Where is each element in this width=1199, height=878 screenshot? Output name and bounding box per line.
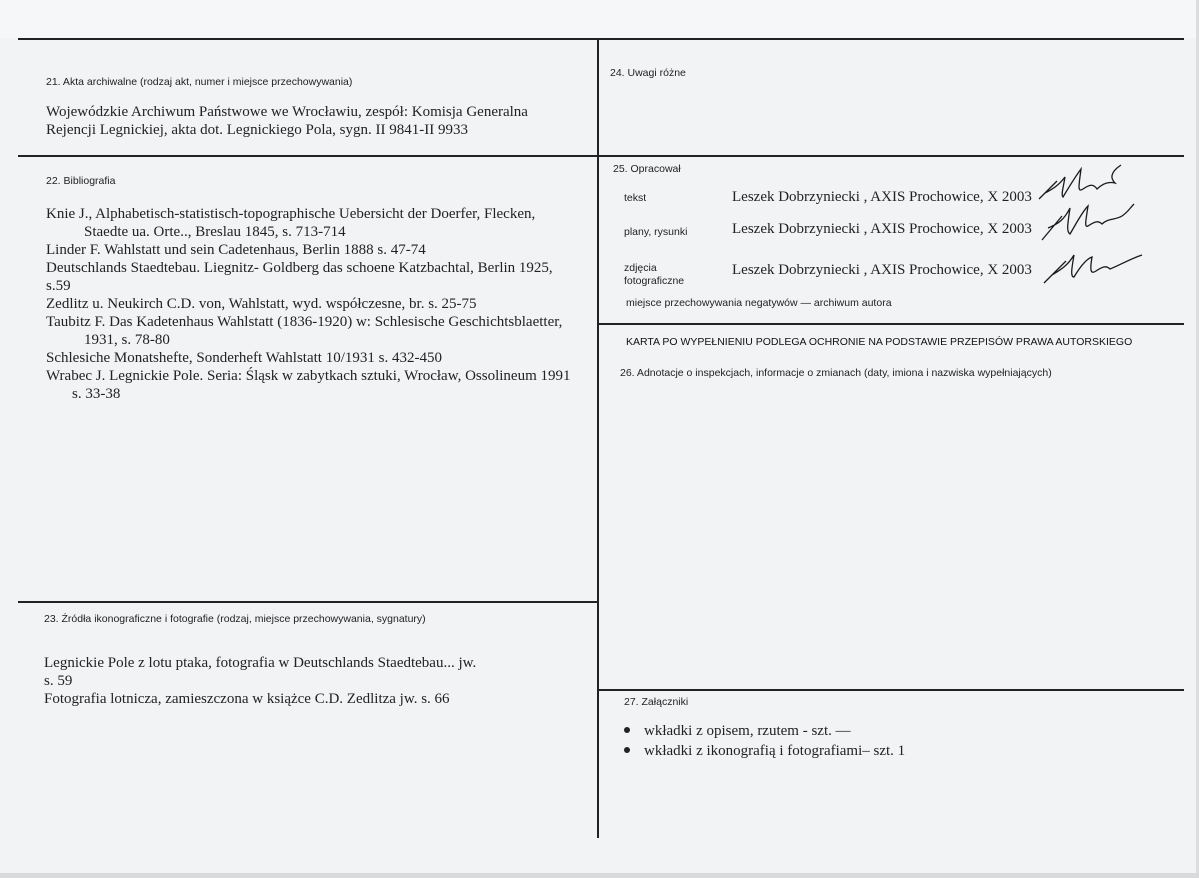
divider-right-3 — [599, 689, 1184, 691]
divider-right-1 — [599, 155, 1184, 157]
author-row-label: zdjęcia — [624, 262, 657, 274]
author-row-value: Leszek Dobrzyniecki , AXIS Prochowice, X 2003 — [732, 262, 1032, 278]
section-26-label: 26. Adnotacje o inspekcjach, informacje o zmianach (daty, imiona i nazwiska wypełniających) — [620, 367, 1052, 379]
bibliography-line: s.59 — [46, 278, 71, 294]
author-row-label: plany, rysunki — [624, 226, 688, 238]
author-row-label: tekst — [624, 192, 647, 204]
attachments-list — [620, 721, 905, 761]
iconography-line: s. 59 — [44, 673, 73, 689]
author-row-value: Leszek Dobrzyniecki , AXIS Prochowice, X 2003 — [732, 221, 1032, 237]
section-27-label: 27. Załączniki — [624, 696, 689, 708]
iconography-line: Legnickie Pole z lotu ptaka, fotografia w Deutschlands Staedtebau... jw. — [44, 655, 477, 671]
bibliography-line: Schlesiche Monatshefte, Sonderheft Wahlstatt 10/1931 s. 432-450 — [46, 350, 442, 366]
bibliography-line: 1931, s. 78-80 — [84, 332, 170, 348]
bibliography-line: Zedlitz u. Neukirch C.D. von, Wahlstatt, wyd. współczesne, br. s. 25-75 — [46, 296, 477, 312]
bullet-icon — [624, 747, 630, 753]
archive-line: Wojewódzkie Archiwum Państwowe we Wrocławiu, zespół: Komisja Generalna — [46, 104, 528, 120]
iconography-line: Fotografia lotnicza, zamieszczona w książce C.D. Zedlitza jw. s. 66 — [44, 691, 450, 707]
signature-1 — [1035, 163, 1130, 203]
signature-2 — [1038, 198, 1138, 244]
bibliography-line: Staedte ua. Orte.., Breslau 1845, s. 713-714 — [84, 224, 346, 240]
divider-top — [18, 38, 1184, 40]
bullet-icon — [624, 727, 630, 733]
bibliography-line: Linder F. Wahlstatt und sein Cadetenhaus, Berlin 1888 s. 47-74 — [46, 242, 426, 258]
bibliography-line: Knie J., Alphabetisch-statistisch-topographische Uebersicht der Doerfer, Flecken, — [46, 206, 536, 222]
top-margin-strip — [0, 0, 1199, 38]
author-row-label-2: fotograficzne — [624, 275, 685, 287]
bibliography-line: Wrabec J. Legnickie Pole. Seria: Śląsk w zabytkach sztuki, Wrocław, Ossolineum 1991 — [46, 368, 571, 384]
author-row-value: Leszek Dobrzyniecki , AXIS Prochowice, X 2003 — [732, 189, 1032, 205]
section-25-label: 25. Opracował — [613, 163, 681, 175]
section-22-content — [46, 205, 571, 403]
section-21-label: 21. Akta archiwalne (rodzaj akt, numer i miejsce przechowywania) — [46, 76, 353, 88]
divider-vertical — [597, 38, 599, 838]
divider-left-2 — [18, 601, 597, 603]
archive-line: Rejencji Legnickiej, akta dot. Legnickiego Pola, sygn. II 9841-II 9933 — [46, 122, 468, 138]
attachment-item — [620, 721, 905, 741]
divider-right-2 — [599, 323, 1184, 325]
bibliography-line: Deutschlands Staedtebau. Liegnitz- Goldberg das schoene Katzbachtal, Berlin 1925, — [46, 260, 553, 276]
copyright-notice: KARTA PO WYPEŁNIENIU PODLEGA OCHRONIE NA PODSTAWIE PRZEPISÓW PRAWA AUTORSKIEGO — [626, 336, 1133, 348]
section-23-label: 23. Źródła ikonograficzne i fotografie (rodzaj, miejsce przechowywania, sygnatury) — [44, 613, 426, 625]
attachment-text: wkładki z opisem, rzutem - szt. — — [644, 723, 851, 739]
section-21-content — [46, 103, 528, 139]
scan-edge-bottom — [0, 873, 1199, 878]
section-24-label: 24. Uwagi różne — [610, 67, 686, 79]
negatives-location: miejsce przechowywania negatywów — archiwum autora — [626, 297, 892, 309]
bibliography-line: s. 33-38 — [72, 386, 121, 402]
section-23-content — [44, 654, 476, 708]
attachment-item — [620, 741, 905, 761]
signature-3 — [1040, 247, 1144, 287]
divider-left-1 — [18, 155, 597, 157]
bibliography-line: Taubitz F. Das Kadetenhaus Wahlstatt (1836-1920) w: Schlesische Geschichtsblaetter, — [46, 314, 563, 330]
section-22-label: 22. Bibliografia — [46, 175, 116, 187]
attachment-text: wkładki z ikonografią i fotografiami– szt. 1 — [644, 743, 906, 759]
